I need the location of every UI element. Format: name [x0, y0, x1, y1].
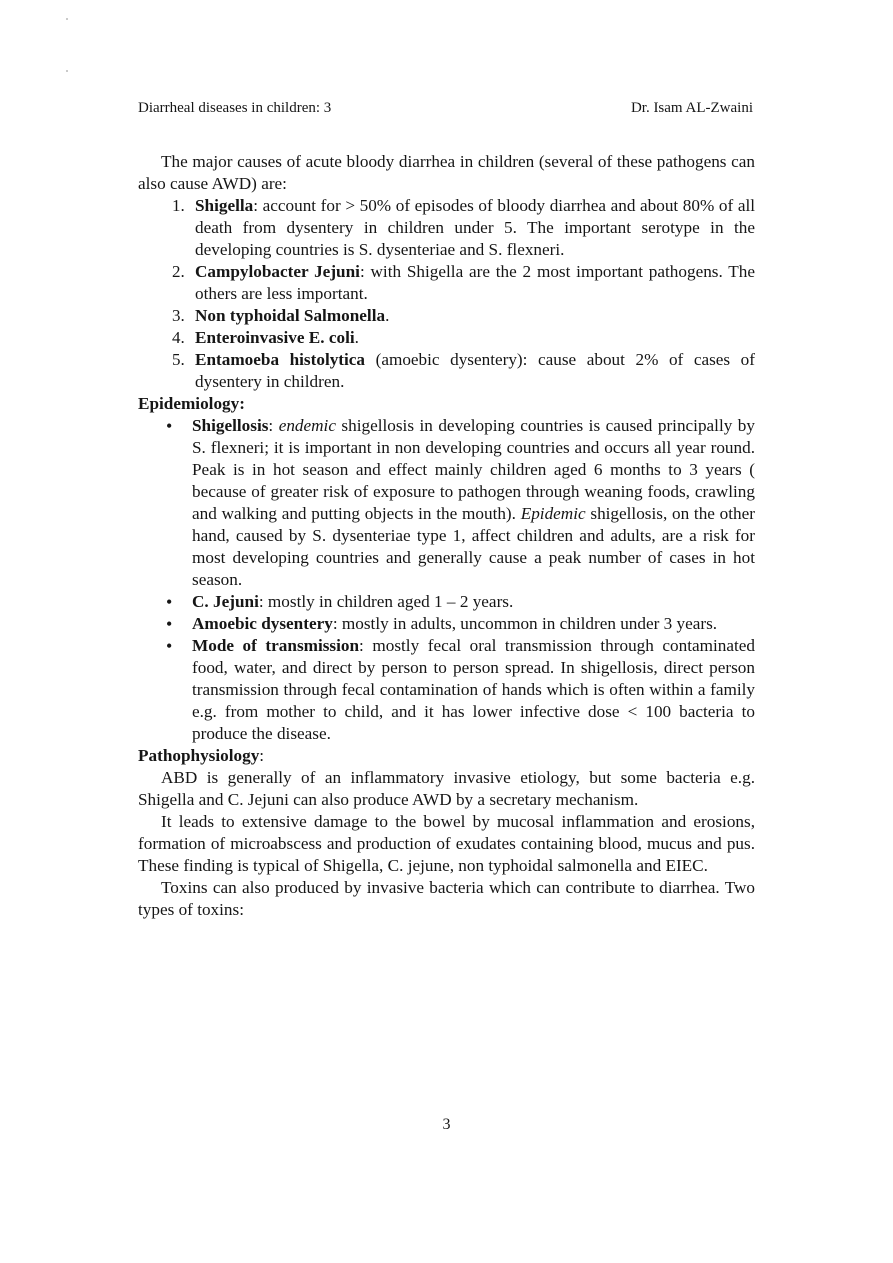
- paragraph: It leads to extensive damage to the bowel by mucosal inflammation and erosions, formation of microabscess and production of exudates containing blood, mucus and pus. These finding is typical of Shigella, C. jejune, non typhoidal salmonella and EIEC.: [138, 812, 755, 875]
- page-body: [138, 151, 755, 921]
- term: Mode of transmission: [192, 636, 360, 655]
- description: : mostly in adults, uncommon in children under 3 years.: [332, 614, 718, 633]
- term: C. Jejuni: [192, 592, 259, 611]
- term: Amoebic dysentery: [192, 614, 333, 633]
- term: Campylobacter Jejuni: [195, 262, 360, 281]
- epidemiology-heading: Epidemiology:: [138, 394, 245, 413]
- term: Entamoeba histolytica: [195, 350, 366, 369]
- description: .: [354, 328, 359, 347]
- text-segment: shigellosis in developing countries is caused principally by S. flexneri; it is important in non developing countries and occurs all year round. Peak is in hot season and effect mainly children aged 6 months to 3 years ( because of greater risk of exposure to pathogen through weaning foods, crawling and walking and putting objects in the mouth).: [192, 416, 755, 523]
- list-item: [192, 635, 755, 745]
- description: .: [385, 306, 390, 325]
- page-number: 3: [442, 1116, 451, 1133]
- list-item: [189, 305, 755, 327]
- description: : with Shigella are the 2 most important pathogens. The others are less important.: [195, 262, 755, 303]
- heading-text: Pathophysiology: [138, 746, 260, 765]
- paragraph: Toxins can also produced by invasive bacteria which can contribute to diarrhea. Two types of toxins:: [138, 878, 755, 919]
- description: : mostly in children aged 1 – 2 years.: [258, 592, 514, 611]
- description: (amoebic dysentery): cause about 2% of cases of dysentery in children.: [195, 350, 755, 391]
- causes-list: [138, 195, 755, 393]
- paragraph: ABD is generally of an inflammatory invasive etiology, but some bacteria e.g. Shigella and C. Jejuni can also produce AWD by a secretary mechanism.: [138, 768, 755, 809]
- term: Non typhoidal Salmonella: [195, 306, 386, 325]
- list-item: [192, 415, 755, 591]
- text-segment: shigellosis, on the other hand, caused by S. dysenteriae type 1, affect children and adults, are a risk for most developing countries and generally cause a peak number of cases in hot season.: [192, 504, 755, 589]
- term: Shigellosis: [192, 416, 269, 435]
- list-item: [189, 195, 755, 261]
- list-item: [192, 591, 755, 613]
- pathophysiology-heading: [138, 745, 755, 767]
- heading-colon: :: [259, 746, 265, 765]
- epidemiology-list: [138, 415, 755, 745]
- list-item: [189, 327, 755, 349]
- list-item: [189, 261, 755, 305]
- running-header: [138, 98, 753, 118]
- intro-paragraph: The major causes of acute bloody diarrhea in children (several of these pathogens can also cause AWD) are:: [138, 152, 755, 193]
- term: Shigella: [195, 196, 254, 215]
- list-item: [192, 613, 755, 635]
- list-item: [189, 349, 755, 393]
- description: : mostly fecal oral transmission through contaminated food, water, and direct by person to person spread. In shigellosis, direct person transmission through fecal contamination of hands which is often within a family e.g. from mother to child, and it has lower infective dose < 100 bacteria to produce the disease.: [192, 636, 755, 743]
- scan-speck: [66, 18, 68, 20]
- scan-speck: [66, 70, 68, 72]
- header-title: Diarrheal diseases in children: 3: [138, 100, 332, 116]
- header-author: Dr. Isam AL-Zwaini: [630, 100, 753, 116]
- emphasis: Epidemic: [520, 504, 586, 523]
- text-segment: :: [268, 416, 279, 435]
- description: : account for > 50% of episodes of bloody diarrhea and about 80% of all death from dysentery in children under 5. The important serotype in the developing countries is S. dysenteriae and S. flexneri.: [195, 196, 755, 259]
- term: Enteroinvasive E. coli: [195, 328, 355, 347]
- emphasis: endemic: [278, 416, 336, 435]
